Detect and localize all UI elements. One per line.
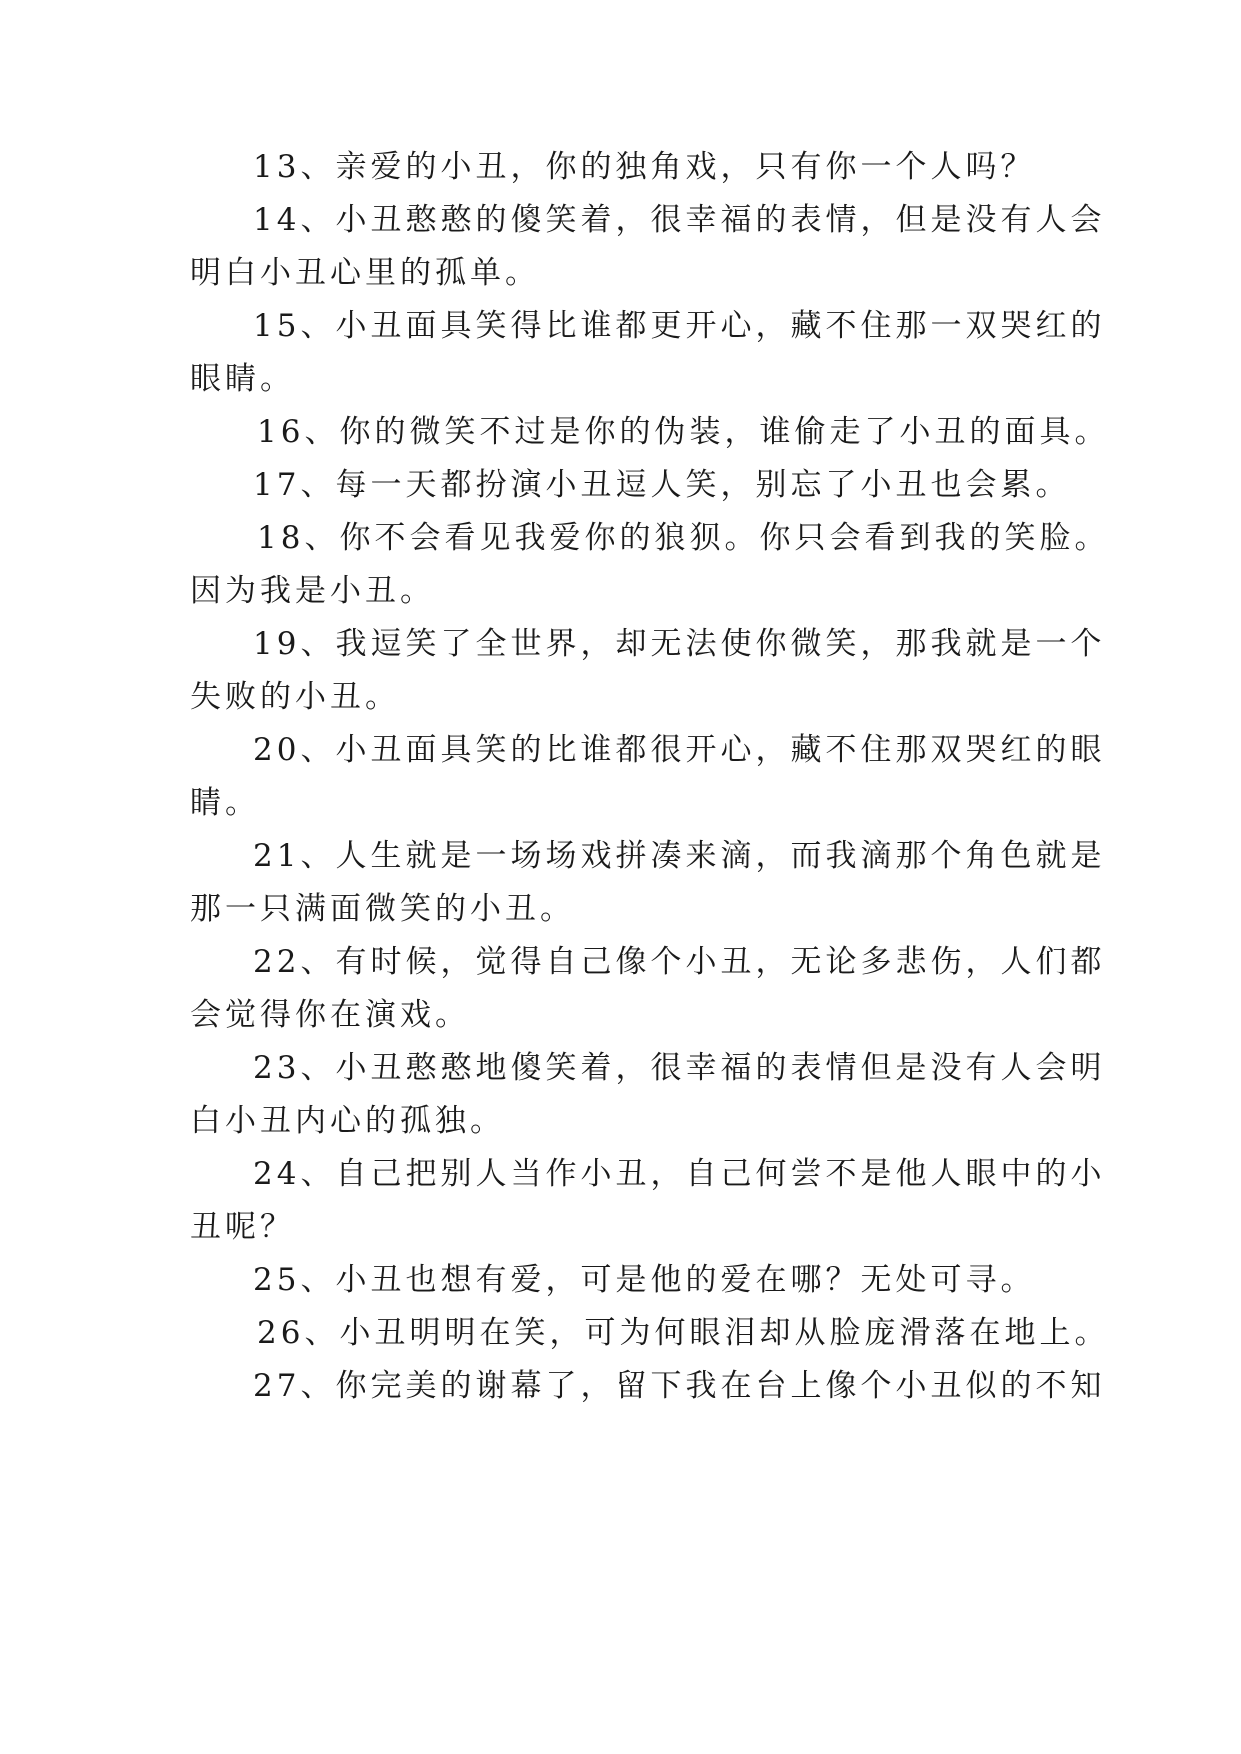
- text-line: 因为我是小丑。: [190, 573, 435, 609]
- text-line: 白小丑内心的孤独。: [190, 1103, 505, 1139]
- text-line: 睛。: [190, 785, 260, 821]
- text-line: 15、小丑面具笑得比谁都更开心，藏不住那一双哭红的: [253, 308, 1106, 344]
- text-line: 22、有时候，觉得自己像个小丑，无论多悲伤，人们都: [253, 944, 1106, 980]
- text-line: 23、小丑憨憨地傻笑着，很幸福的表情但是没有人会明: [253, 1050, 1106, 1086]
- text-line: 26、小丑明明在笑，可为何眼泪却从脸庞滑落在地上。: [257, 1315, 1110, 1351]
- text-line: 17、每一天都扮演小丑逗人笑，别忘了小丑也会累。: [253, 467, 1071, 503]
- text-line: 那一只满面微笑的小丑。: [190, 891, 575, 927]
- text-line: 眼睛。: [190, 361, 295, 397]
- text-line: 13、亲爱的小丑，你的独角戏，只有你一个人吗？: [253, 149, 1036, 185]
- text-line: 20、小丑面具笑的比谁都很开心，藏不住那双哭红的眼: [253, 732, 1106, 768]
- text-line: 16、你的微笑不过是你的伪装，谁偷走了小丑的面具。: [257, 414, 1110, 450]
- text-line: 会觉得你在演戏。: [190, 997, 470, 1033]
- text-line: 14、小丑憨憨的傻笑着，很幸福的表情，但是没有人会: [253, 202, 1106, 238]
- text-line: 失败的小丑。: [190, 679, 400, 715]
- text-line: 21、人生就是一场场戏拼凑来滴，而我滴那个角色就是: [253, 838, 1106, 874]
- text-line: 25、小丑也想有爱，可是他的爱在哪？无处可寻。: [253, 1262, 1036, 1298]
- text-line: 丑呢？: [190, 1209, 295, 1245]
- text-line: 18、你不会看见我爱你的狼狈。你只会看到我的笑脸。: [257, 520, 1110, 556]
- text-line: 24、自己把别人当作小丑，自己何尝不是他人眼中的小: [253, 1156, 1106, 1192]
- text-line: 明白小丑心里的孤单。: [190, 255, 540, 291]
- text-line: 19、我逗笑了全世界，却无法使你微笑，那我就是一个: [253, 626, 1106, 662]
- text-line: 27、你完美的谢幕了，留下我在台上像个小丑似的不知: [253, 1368, 1106, 1404]
